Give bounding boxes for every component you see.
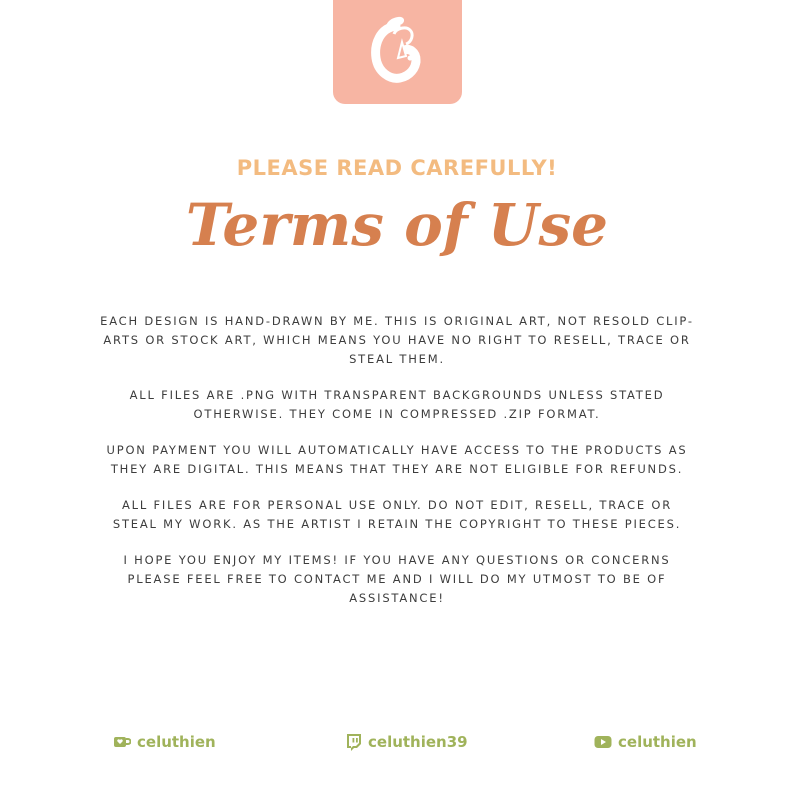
kofi-link[interactable]	[113, 731, 216, 753]
youtube-link[interactable]	[594, 731, 697, 753]
terms-paragraph: ALL FILES ARE .PNG WITH TRANSPARENT BACKGROUNDS UNLESS STATED OTHERWISE. THEY COME IN COMPRESSED .ZIP FORMAT.	[129, 388, 665, 421]
terms-paragraph: EACH DESIGN IS HAND-DRAWN BY ME. THIS IS ORIGINAL ART, NOT RESOLD CLIP-ARTS OR STOCK ART, WHICH MEANS YOU HAVE NO RIGHT TO RESELL, TRACE OR STEAL THEM.	[100, 314, 694, 366]
kofi-cup-icon	[113, 734, 131, 750]
terms-body	[97, 312, 697, 625]
youtube-handle: celuthien	[618, 733, 697, 751]
logo-icon	[366, 12, 428, 88]
terms-paragraph: I HOPE YOU ENJOY MY ITEMS! IF YOU HAVE ANY QUESTIONS OR CONCERNS PLEASE FEEL FREE TO CONTACT ME AND I WILL DO MY UTMOST TO BE OF ASSISTANCE!	[123, 553, 671, 605]
terms-paragraph: ALL FILES ARE FOR PERSONAL USE ONLY. DO NOT EDIT, RESELL, TRACE OR STEAL MY WORK. AS THE ARTIST I RETAIN THE COPYRIGHT TO THESE PIECES.	[112, 498, 682, 531]
kofi-handle: celuthien	[137, 733, 216, 751]
twitch-handle: celuthien39	[368, 733, 468, 751]
subtitle: PLEASE READ CAREFULLY!	[236, 156, 558, 180]
twitch-icon	[345, 733, 362, 751]
logo-badge	[333, 0, 462, 104]
youtube-icon	[594, 735, 612, 749]
twitch-link[interactable]	[345, 731, 468, 753]
terms-paragraph: UPON PAYMENT YOU WILL AUTOMATICALLY HAVE ACCESS TO THE PRODUCTS AS THEY ARE DIGITAL. THIS MEANS THAT THEY ARE NOT ELIGIBLE FOR REFUNDS.	[106, 443, 688, 476]
page-title: Terms of Use	[185, 191, 609, 259]
